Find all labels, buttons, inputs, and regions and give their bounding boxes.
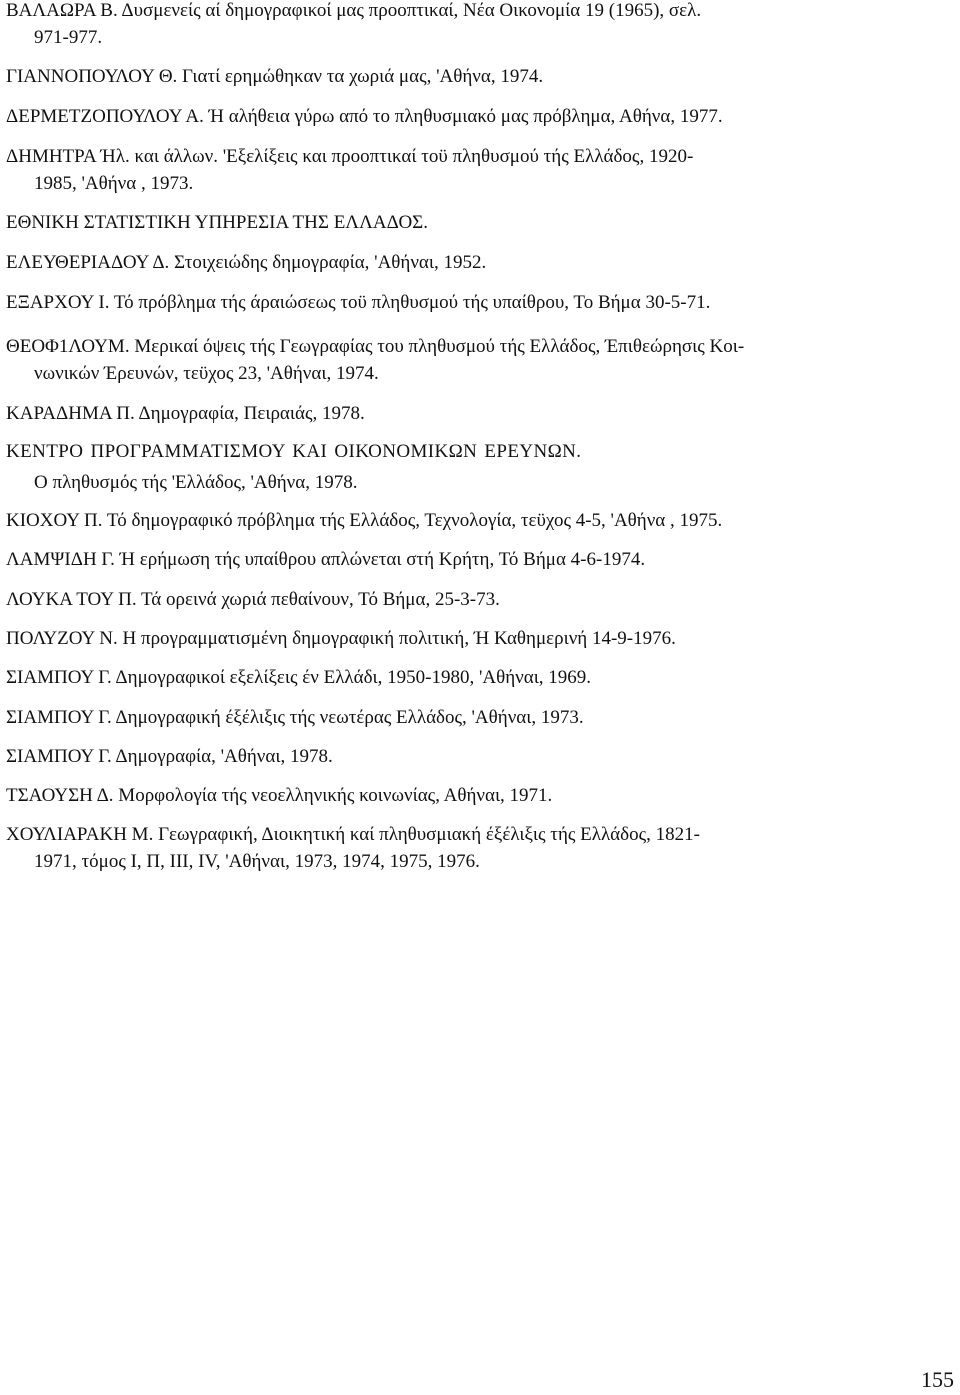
reference-entry bbox=[6, 438, 956, 496]
reference-line: ΠΟΛΥΖΟΥ Ν. Η προγραμματισμένη δημογραφική πολιτική, Ή Καθημερινή 14-9-1976. bbox=[6, 628, 676, 649]
reference-entry bbox=[6, 821, 956, 875]
page-number: 155 bbox=[921, 1367, 954, 1392]
reference-entry bbox=[6, 625, 956, 652]
reference-entry bbox=[6, 63, 956, 90]
reference-entry bbox=[6, 586, 956, 613]
reference-line: ΚΙΟΧΟΥ Π. Τό δημογραφικό πρόβλημα τής Ελλάδος, Τεχνολογία, τεϋχος 4-5, 'Αθήνα , 1975. bbox=[6, 510, 723, 531]
reference-line: ΔΕΡΜΕΤΖΟΠΟΥΛΟΥ Α. Ή αλήθεια γύρω από το πληθυσμιακό μας πρόβλημα, Αθήνα, 1977. bbox=[6, 106, 723, 127]
reference-line: ΤΣΑΟΥΣΗ Δ. Μορφολογία τής νεοελληνικής κοινωνίας, Αθήναι, 1971. bbox=[6, 785, 553, 806]
reference-line: ΘΕΟΦ1ΛΟΥΜ. Μερικαί όψεις τής Γεωγραφίας του πληθυσμού τής Ελλάδος, Έπιθεώρησις Κοι- bbox=[6, 336, 745, 357]
reference-entry bbox=[6, 209, 956, 236]
reference-entry bbox=[6, 143, 956, 197]
reference-line: ΛΟΥΚΑ ΤΟΥ Π. Τά ορεινά χωριά πεθαίνουν, Τό Βήμα, 25-3-73. bbox=[6, 589, 500, 610]
reference-line: ΔΗΜΗΤΡΑ Ήλ. και άλλων. 'Εξελίξεις και προοπτικαί τοϋ πληθυσμού τής Ελλάδος, 1920- bbox=[6, 146, 694, 167]
reference-entry bbox=[6, 743, 956, 770]
reference-line: Ο πληθυσμός τής 'Ελλάδος, 'Αθήνα, 1978. bbox=[34, 472, 358, 493]
reference-line: ΧΟΥΛΙΑΡΑΚΗ Μ. Γεωγραφική, Διοικητική καί πληθυσμιακή έξέλιξις τής Ελλάδος, 1821- bbox=[6, 824, 700, 845]
reference-line: ΕΞΑΡΧΟΥ Ι. Τό πρόβλημα τής άραιώσεως τοϋ πληθυσμού τής υπαίθρου, Το Βήμα 30-5-71. bbox=[6, 292, 711, 313]
reference-line: 1985, 'Αθήνα , 1973. bbox=[34, 173, 194, 194]
reference-line: ΚΑΡΑΔΗΜΑ Π. Δημογραφία, Πειραιάς, 1978. bbox=[6, 403, 365, 424]
reference-line: 1971, τόμος Ι, Π, III, IV, 'Αθήναι, 1973, 1974, 1975, 1976. bbox=[34, 851, 480, 872]
reference-entry bbox=[6, 400, 956, 427]
reference-entry bbox=[6, 0, 956, 51]
reference-entry bbox=[6, 333, 956, 387]
reference-line: ΚΕΝΤΡΟ ΠΡΟΓΡΑΜΜΑΤΙΣΜΟΥ ΚΑΙ ΟΙΚΟΝΟΜΙΚΩΝ ΕΡΕΥΝΩΝ. bbox=[6, 441, 582, 462]
reference-line: ΣΙΑΜΠΟΥ Γ. Δημογραφία, 'Αθήναι, 1978. bbox=[6, 746, 333, 767]
reference-entry bbox=[6, 546, 956, 573]
reference-entry bbox=[6, 782, 956, 809]
reference-line: ΛΑΜΨΙΔΗ Γ. Ή ερήμωση τής υπαίθρου απλώνεται στή Κρήτη, Τό Βήμα 4-6-1974. bbox=[6, 549, 646, 570]
reference-entry bbox=[6, 103, 956, 130]
reference-entry bbox=[6, 664, 956, 691]
reference-entry bbox=[6, 249, 956, 276]
reference-entry bbox=[6, 704, 956, 731]
reference-line: ΣΙΑΜΠΟΥ Γ. Δημογραφική έξέλιξις τής νεωτέρας Ελλάδος, 'Αθήναι, 1973. bbox=[6, 707, 584, 728]
reference-line: νωνικών Έρευνών, τεϋχος 23, 'Αθήναι, 1974. bbox=[34, 363, 379, 384]
reference-line: ΕΛΕΥΘΕΡΙΑΔΟΥ Δ. Στοιχειώδης δημογραφία, 'Αθήναι, 1952. bbox=[6, 252, 487, 273]
reference-line: ΕΘΝΙΚΗ ΣΤΑΤΙΣΤΙΚΗ ΥΠΗΡΕΣΙΑ ΤΗΣ ΕΛΛΑΔΟΣ. bbox=[6, 212, 428, 233]
reference-line: 971-977. bbox=[34, 27, 103, 48]
reference-entry bbox=[6, 289, 956, 316]
reference-line: ΒΑΛΑΩΡΑ Β. Δυσμενείς αί δημογραφικοί μας προοπτικαί, Νέα Οικονομία 19 (1965), σελ. bbox=[6, 0, 702, 21]
reference-line: ΣΙΑΜΠΟΥ Γ. Δημογραφικοί εξελίξεις έν Ελλάδι, 1950-1980, 'Αθήναι, 1969. bbox=[6, 667, 592, 688]
reference-line: ΓΙΑΝΝΟΠΟΥΛΟΥ Θ. Γιατί ερημώθηκαν τα χωριά μας, 'Αθήνα, 1974. bbox=[6, 66, 544, 87]
reference-entry bbox=[6, 507, 956, 534]
